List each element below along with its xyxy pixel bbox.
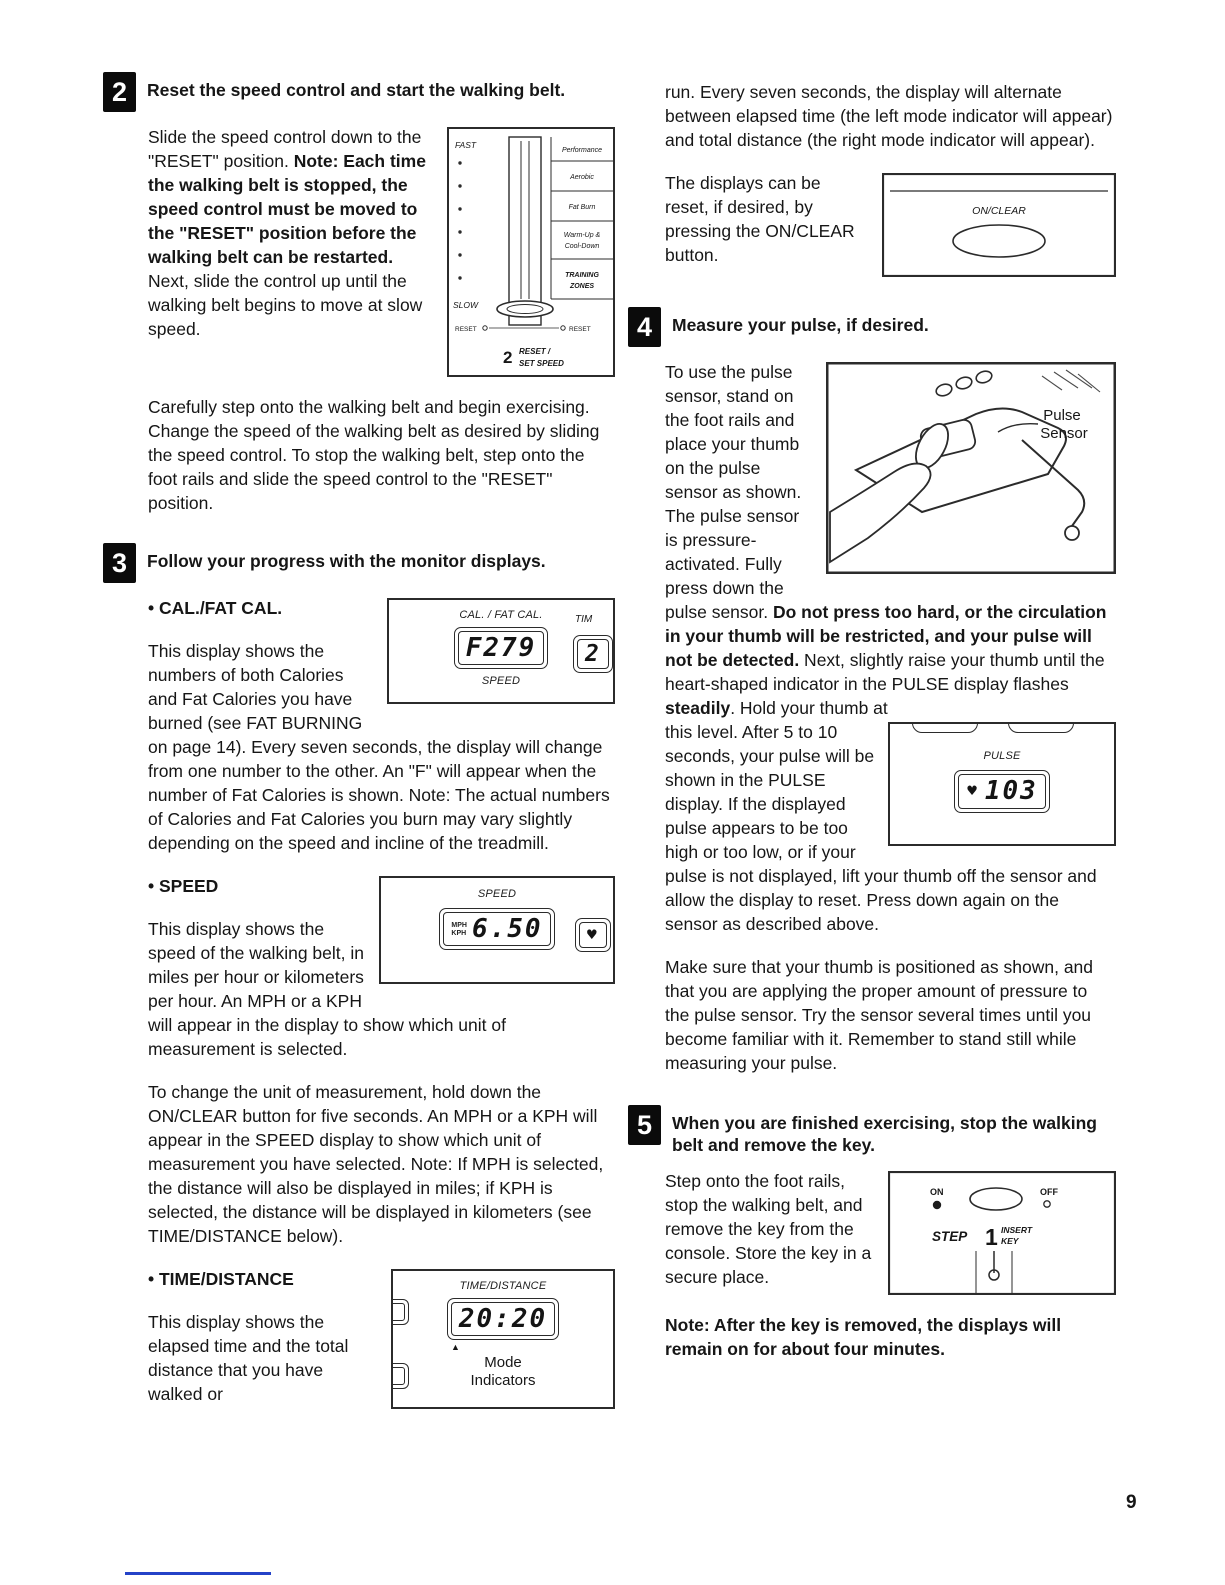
step-2-p1-text-a: Slide the speed control down to the "RESET" position. (148, 127, 422, 171)
insert-label-1: INSERT (1001, 1225, 1033, 1235)
step-4-section (628, 307, 1116, 1075)
off-label: OFF (1040, 1187, 1058, 1197)
step-5-section (628, 1105, 1116, 1361)
pulse-display-label: PULSE (983, 750, 1021, 762)
mode-caption-line-1: Mode (484, 1354, 522, 1371)
kph-indicator: KPH (451, 929, 467, 937)
step-5-header (628, 1105, 1116, 1156)
timedistance-display-illustration (391, 1269, 615, 1409)
reset-right-label: RESET (569, 326, 591, 333)
timedistance-lcd-value: 20:20 (451, 1302, 555, 1336)
step-5-badge: 5 (628, 1105, 661, 1145)
zone-aerobic: Aerobic (570, 174, 594, 181)
mode-caption-line-2: Indicators (470, 1372, 536, 1389)
speed-lcd-value: 6.50 (471, 914, 543, 944)
key-console-graphic (888, 1171, 1116, 1295)
step-4-header (628, 307, 1116, 347)
step-3-badge: 3 (103, 543, 136, 583)
timedistance-lcd-bezel (447, 1298, 559, 1340)
console-fragment-right (1008, 722, 1074, 733)
mph-indicator: MPH (451, 921, 467, 929)
speed-slider-graphic (447, 127, 615, 377)
step-2-badge: 2 (103, 72, 136, 112)
zone-training-2: ZONES (569, 283, 595, 290)
step-5-body (628, 1169, 1116, 1361)
fragment-lcd-value: 2 (577, 639, 609, 669)
calfat-display-illustration (387, 598, 615, 704)
on-indicator-dot (933, 1201, 941, 1209)
speed-control-illustration (447, 127, 615, 383)
step-number: 1 (985, 1224, 998, 1250)
speed-lcd-bezel (439, 908, 554, 950)
pulse-lcd (958, 774, 1046, 809)
step-5-paragraph: Step onto the foot rails, stop the walking belt, and remove the key from the console. Store the key in a secure place. (665, 1171, 872, 1287)
step-4-body (628, 360, 1116, 1075)
pulse-sensor-label-2: Sensor (1040, 425, 1088, 442)
step-3-header (103, 543, 615, 583)
step-2-section (103, 72, 615, 515)
step-3-continuation-body (628, 72, 1116, 267)
step-3-body (103, 596, 615, 1406)
slider-handle (497, 301, 553, 317)
calfat-lcd-value: F279 (458, 631, 545, 665)
slow-label: SLOW (453, 300, 479, 310)
zone-warmup-2: Cool-Down (564, 243, 600, 250)
reset-displays-paragraph: The displays can be reset, if desired, by pressing the ON/CLEAR button. (665, 173, 855, 265)
speed-paragraph-1: This display shows the speed of the walking belt, in miles per hour or kilometers per hour. An MPH or a KPH will appear in the display to show which unit of measurement is selected. (148, 919, 506, 1059)
timedistance-paragraph: This display shows the elapsed time and the total distance that you have walked or (148, 1312, 349, 1404)
speed-paragraph-2: To change the unit of measurement, hold down the ON/CLEAR button for five seconds. An MPH or a KPH will appear in the SPEED display to show which unit of measurement you have selected. Note: If MPH is selected, the distance will also be displayed in miles; if KPH is selected, the distance will be displayed in kilometers (see TIME/DISTANCE below). (148, 1082, 604, 1246)
right-column (628, 72, 1116, 1380)
fragment-heart-bezel (575, 918, 611, 952)
speed-bullet-heading: • SPEED (148, 876, 219, 896)
left-display-fragment-top (391, 1299, 409, 1325)
calfat-display-sublabel: SPEED (481, 675, 521, 687)
step-4-p1-text-a: To use the pulse sensor, stand on the foot rails and place your thumb on the pulse sensor as shown. The pulse sensor is pressure-activated. Fully press down the pulse sensor. (665, 362, 802, 622)
step-2-header (103, 72, 615, 112)
pulse-display-illustration (888, 722, 1116, 846)
onclear-graphic (882, 173, 1116, 277)
caption-line-1: RESET / (519, 347, 551, 356)
zone-performance: Performance (561, 147, 603, 154)
step-4-badge: 4 (628, 307, 661, 347)
step-4-p1-warning-bold: Do not press too hard, or the circulation in your thumb will be restricted, and your pulse will not be detected. (665, 602, 1107, 670)
step-4-paragraph-2: this level. After 5 to 10 seconds, your pulse will be shown in the PULSE display. If the displayed pulse appears to be too high or too low, or if your pulse is not displayed, lift your thumb off the sensor and allow the display to reset. Press down again on the sensor as described above. (665, 722, 1097, 934)
mode-indicator-triangle: ▲ (451, 1342, 460, 1352)
calfat-paragraph: This display shows the numbers of both Calories and Fat Calories you have burned (see FAT BURNING on page 14). Every seven seconds, the display will change from one number to the other. An "F" will appear when the number of Fat Calories is shown. Note: The actual numbers of Calories and Fat Calories you burn may vary slightly depending on the speed and incline of the treadmill. (148, 641, 610, 853)
zone-training-1: TRAINING (565, 272, 599, 279)
step-2-p1-text-b: Next, slide the control up until the walking belt begins to move at slow speed. (148, 271, 423, 339)
onclear-label: ON/CLEAR (972, 205, 1026, 217)
step-label: STEP (932, 1229, 968, 1244)
fast-label: FAST (455, 140, 477, 150)
insert-label-2: KEY (1001, 1236, 1019, 1246)
reset-left-label: RESET (455, 326, 477, 333)
mode-indicators-caption (393, 1354, 613, 1390)
zone-warmup-1: Warm-Up & (563, 232, 601, 239)
key-removed-note: Note: After the key is removed, the displays will remain on for about four minutes. (665, 1315, 1062, 1359)
calfat-bullet-heading: • CAL./FAT CAL. (148, 598, 283, 618)
timedistance-display-label: TIME/DISTANCE (459, 1280, 547, 1292)
step-3-heading: Follow your progress with the monitor displays. (147, 551, 546, 571)
speed-display-label: SPEED (477, 888, 517, 900)
pulse-sensor-photo (826, 362, 1116, 580)
calfat-lcd-bezel (454, 627, 549, 669)
heart-indicator-icon: ♥ (966, 784, 978, 799)
zone-fat-burn: Fat Burn (568, 204, 596, 211)
unit-indicators (451, 922, 467, 938)
step-3-section (103, 543, 615, 1406)
timedistance-continued-paragraph: run. Every seven seconds, the display will alternate between elapsed time (the left mode indicator will appear) and total distance (the right mode indicator will appear). (665, 82, 1113, 150)
step-2-body (103, 125, 615, 515)
caption-number: 2 (503, 348, 513, 367)
speed-display-illustration (379, 876, 615, 984)
heart-icon: ♥ (579, 922, 607, 948)
pulse-sensor-label-1: Pulse (1043, 407, 1081, 424)
fragment-label: TIM (575, 614, 593, 625)
left-column (103, 72, 615, 1425)
console-fragment-left (912, 722, 978, 733)
page-number: 9 (1126, 1492, 1137, 1513)
step-4-p1-steadily-bold: steadily (665, 698, 731, 718)
step-4-heading: Measure your pulse, if desired. (672, 315, 929, 335)
step-5-heading: When you are finished exercising, stop the walking belt and remove the key. (672, 1113, 1097, 1155)
adjacent-display-fragment (573, 608, 615, 673)
step-2-p1-note-bold: Note: Each time the walking belt is stopped, the speed control must be moved to the "RESET" position before the walking belt can be restarted. (148, 151, 426, 267)
key-console-illustration (888, 1171, 1116, 1301)
pulse-display-fragment (575, 918, 615, 952)
pulse-lcd-value: 103 (984, 776, 1038, 806)
pulse-lcd-bezel (954, 770, 1050, 813)
scan-artifact-line (125, 1572, 271, 1575)
step-4-paragraph-3: Make sure that your thumb is positioned as shown, and that you are applying the proper amount of pressure to the pulse sensor. Try the sensor several times until you become familiar with it. Remember to stand still while measuring your pulse. (665, 957, 1094, 1073)
step-4-p1-text-b: Next, slightly raise your thumb until the heart-shaped indicator in the PULSE display flashes (665, 650, 1105, 694)
pulse-sensor-graphic (826, 362, 1116, 574)
step-3-continuation (628, 72, 1116, 267)
step-4-p1-text-c: . Hold your thumb at (730, 698, 888, 718)
left-display-fragment-bottom (391, 1363, 409, 1389)
fragment-lcd-bezel (573, 635, 613, 673)
caption-line-2: SET SPEED (519, 359, 564, 368)
on-label: ON (930, 1187, 944, 1197)
speed-lcd (443, 912, 550, 946)
timedistance-bullet-heading: • TIME/DISTANCE (148, 1269, 294, 1289)
calfat-display-label: CAL. / FAT CAL. (459, 609, 543, 621)
onclear-button-illustration (882, 173, 1116, 283)
step-2-heading: Reset the speed control and start the walking belt. (147, 80, 566, 100)
step-2-paragraph-2: Carefully step onto the walking belt and begin exercising. Change the speed of the walking belt as desired by sliding the speed control. To stop the walking belt, step onto the foot rails and slide the speed control to the "RESET" position. (148, 397, 600, 513)
